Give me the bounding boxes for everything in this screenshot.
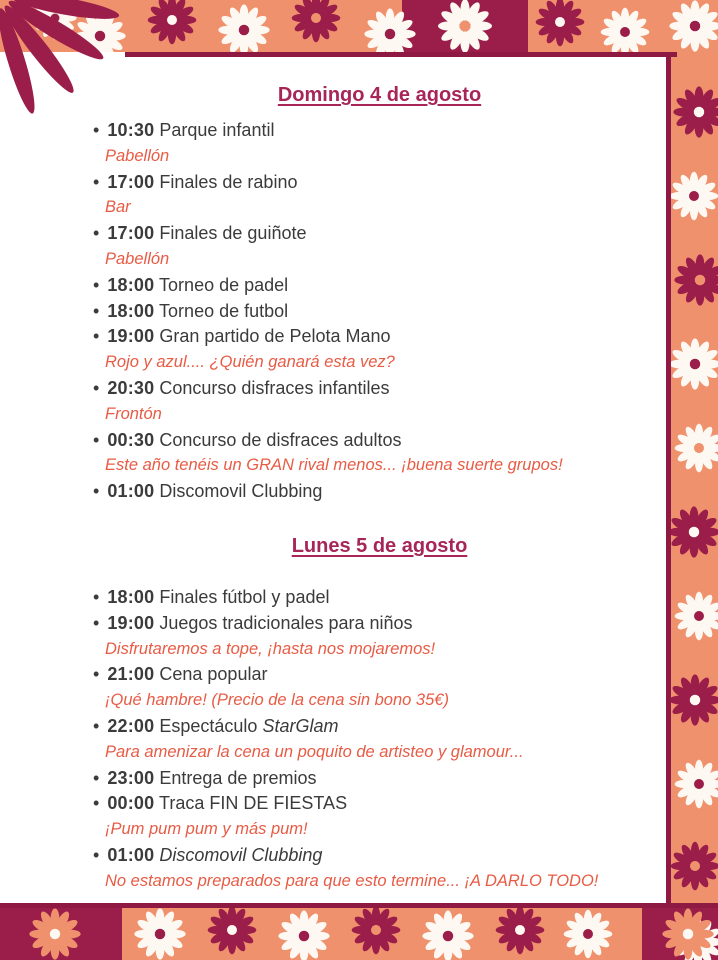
event-time: 19:00 xyxy=(107,612,155,633)
event-note: Este año tenéis un GRAN rival menos... ¡buena suerte grupos! xyxy=(105,456,563,475)
event-name: Concurso disfraces infantiles xyxy=(159,377,390,398)
event-name: Cena popular xyxy=(159,664,268,685)
event-name: Traca FIN DE FIESTAS xyxy=(159,793,348,814)
event-note: ¡Qué hambre! (Precio de la cena sin bono 35€) xyxy=(105,691,449,710)
event-time: 18:00 xyxy=(107,300,155,321)
section-title: Domingo 4 de agosto xyxy=(277,84,482,106)
event-name: Espectáculo xyxy=(159,715,263,736)
event-item xyxy=(93,662,666,688)
event-list xyxy=(93,118,666,505)
event-time: 00:00 xyxy=(107,793,155,814)
event-name: Entrega de premios xyxy=(159,767,317,788)
event-note: ¡Pum pum pum y más pum! xyxy=(105,820,308,839)
event-note: Para amenizar la cena un poquito de artisteo y glamour... xyxy=(105,742,524,761)
event-item xyxy=(93,428,666,454)
event-item xyxy=(93,479,666,505)
event-time: 17:00 xyxy=(107,223,155,244)
event-item xyxy=(93,791,666,817)
event-note: Bar xyxy=(105,198,131,217)
event-note: No estamos preparados para que esto termine... ¡A DARLO TODO! xyxy=(105,871,599,890)
event-name: Gran partido de Pelota Mano xyxy=(159,326,391,347)
event-name-italic: Discomovil Clubbing xyxy=(159,844,323,865)
event-item xyxy=(93,766,666,792)
event-time: 19:00 xyxy=(107,326,155,347)
event-time: 21:00 xyxy=(107,664,155,685)
event-note: Rojo y azul.... ¿Quién ganará esta vez? xyxy=(105,353,395,372)
event-time: 10:30 xyxy=(107,120,155,140)
section-title: Lunes 5 de agosto xyxy=(291,534,468,557)
event-item xyxy=(93,376,666,402)
event-name: Discomovil Clubbing xyxy=(159,481,323,502)
event-name: Parque infantil xyxy=(159,120,275,140)
event-time: 01:00 xyxy=(107,481,155,502)
event-item xyxy=(93,118,666,144)
event-note: Disfrutaremos a tope, ¡hasta nos mojaremos! xyxy=(105,639,436,658)
event-time: 18:00 xyxy=(107,274,155,295)
event-item xyxy=(93,714,666,740)
event-item xyxy=(93,273,666,299)
inner-frame-bottom xyxy=(0,903,718,908)
event-item xyxy=(93,170,666,196)
event-name: Finales fútbol y padel xyxy=(159,586,330,607)
event-item xyxy=(93,611,666,637)
event-note: Frontón xyxy=(105,404,162,423)
event-time: 22:00 xyxy=(107,715,155,736)
event-note: Pabellón xyxy=(105,146,170,165)
event-name: Finales de rabino xyxy=(159,171,298,192)
event-item xyxy=(93,221,666,247)
event-time: 20:30 xyxy=(107,377,155,398)
event-item xyxy=(93,299,666,325)
event-name: Torneo de futbol xyxy=(159,300,289,321)
inner-frame-right xyxy=(666,52,671,908)
event-name: Concurso de disfraces adultos xyxy=(159,429,402,450)
right-border-band xyxy=(671,0,718,960)
event-note: Pabellón xyxy=(105,249,170,268)
event-name-italic: StarGlam xyxy=(262,715,339,736)
event-item xyxy=(93,324,666,350)
event-time: 23:00 xyxy=(107,767,155,788)
event-item xyxy=(93,843,666,869)
event-name: Finales de guiñote xyxy=(159,223,307,244)
event-name: Juegos tradicionales para niños xyxy=(159,612,413,633)
event-name: Torneo de padel xyxy=(159,274,289,295)
event-time: 17:00 xyxy=(107,171,155,192)
event-time: 18:00 xyxy=(107,586,155,607)
event-list xyxy=(93,585,666,895)
event-item xyxy=(93,585,666,611)
event-time: 00:30 xyxy=(107,429,155,450)
event-time: 01:00 xyxy=(107,844,155,865)
